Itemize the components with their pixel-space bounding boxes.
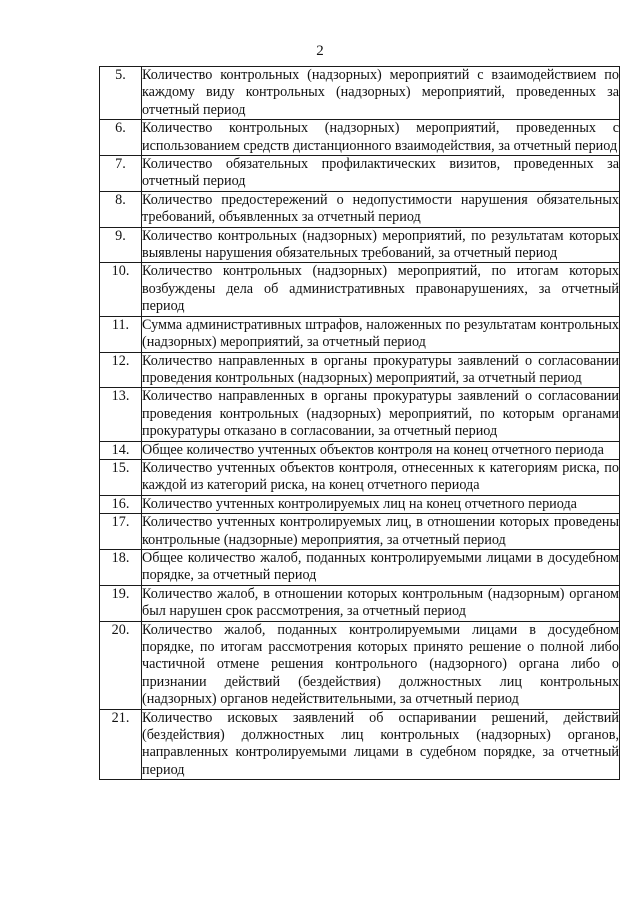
row-text: Количество учтенных контролируемых лиц на конец отчетного периода — [142, 495, 620, 513]
row-text: Количество жалоб, в отношении которых контрольным (надзорным) органом был нарушен срок рассмотрения, за отчетный период — [142, 585, 619, 620]
row-number: 14. — [100, 441, 142, 459]
page-number: 2 — [316, 43, 324, 59]
table-row — [100, 156, 620, 192]
row-number: 9. — [100, 227, 142, 263]
row-text: Количество учтенных контролируемых лиц, в отношении которых проведены контрольные (надзорные) мероприятия, за отчетный период — [142, 514, 619, 548]
table-row — [100, 263, 620, 316]
table-row — [100, 549, 620, 585]
row-text: Количество обязательных профилактических визитов, проведенных за отчетный период — [142, 156, 619, 190]
row-number: 15. — [100, 459, 142, 495]
row-number: 16. — [100, 495, 142, 513]
table-row — [100, 621, 620, 709]
row-number: 7. — [100, 156, 142, 192]
table-row — [100, 120, 620, 156]
row-text: Сумма административных штрафов, наложенных по результатам контрольных (надзорных) мероприятий, за отчетный период — [142, 316, 619, 351]
row-number: 5. — [100, 67, 142, 120]
indicators-table — [99, 66, 620, 780]
row-text: Количество контрольных (надзорных) мероприятий с взаимодействием по каждому виду контрольных (надзорных) мероприятий, проведенных за отчетный период — [142, 67, 619, 118]
table-row — [100, 709, 620, 780]
row-number: 6. — [100, 120, 142, 156]
table-row — [100, 441, 620, 459]
table-row — [100, 495, 620, 513]
row-number: 13. — [100, 388, 142, 441]
row-number: 8. — [100, 191, 142, 227]
row-number: 10. — [100, 263, 142, 316]
row-text: Количество предостережений о недопустимости нарушения обязательных требований, объявленных за отчетный период — [142, 191, 619, 226]
row-number: 20. — [100, 621, 142, 709]
table-row — [100, 227, 620, 263]
row-text: Общее количество жалоб, поданных контролируемыми лицами в досудебном порядке, за отчетный период — [142, 549, 619, 584]
table-row — [100, 585, 620, 621]
row-number: 21. — [100, 709, 142, 780]
row-text: Количество контрольных (надзорных) мероприятий, по итогам которых возбуждены дела об административных правонарушениях, за отчетный период — [142, 263, 619, 315]
table-row — [100, 352, 620, 388]
table-row — [100, 388, 620, 441]
row-text: Количество направленных в органы прокуратуры заявлений о согласовании проведения контрольных (надзорных) мероприятий, за отчетный период — [142, 352, 619, 386]
row-text: Количество жалоб, поданных контролируемыми лицами в досудебном порядке, по итогам рассмотрения которых принято решение о полной либо частичной отмене решения контрольного (надзорного) органа либо о признании действий (бездействия) должностных лиц контрольных (надзорных) органов недействительными, за отчетный период — [142, 621, 619, 708]
row-number: 18. — [100, 549, 142, 585]
row-text: Количество учтенных объектов контроля, отнесенных к категориям риска, по каждой из категорий риска, на конец отчетного периода — [142, 459, 619, 494]
row-text: Общее количество учтенных объектов контроля на конец отчетного периода — [142, 441, 620, 459]
table-row — [100, 67, 620, 120]
row-text: Количество контрольных (надзорных) мероприятий, по результатам которых выявлены нарушения обязательных требований, за отчетный период — [142, 227, 619, 262]
table-row — [100, 459, 620, 495]
row-text: Количество исковых заявлений об оспаривании решений, действий (бездействия) должностных лиц контрольных (надзорных) органов, направленных контролируемыми лицами в судебном порядке, за отчетный период — [142, 709, 619, 778]
row-number: 17. — [100, 514, 142, 550]
row-text: Количество контрольных (надзорных) мероприятий, проведенных с использованием средств дистанционного взаимодействия, за отчетный период — [142, 120, 619, 154]
row-text: Количество направленных в органы прокуратуры заявлений о согласовании проведения контрольных (надзорных) мероприятий, по которым органами прокуратуры отказано в согласовании, за отчетный период — [142, 388, 619, 440]
table-row — [100, 514, 620, 550]
table-row — [100, 191, 620, 227]
row-number: 19. — [100, 585, 142, 621]
table-row — [100, 316, 620, 352]
indicators-table-body — [100, 67, 620, 780]
row-number: 11. — [100, 316, 142, 352]
row-number: 12. — [100, 352, 142, 388]
